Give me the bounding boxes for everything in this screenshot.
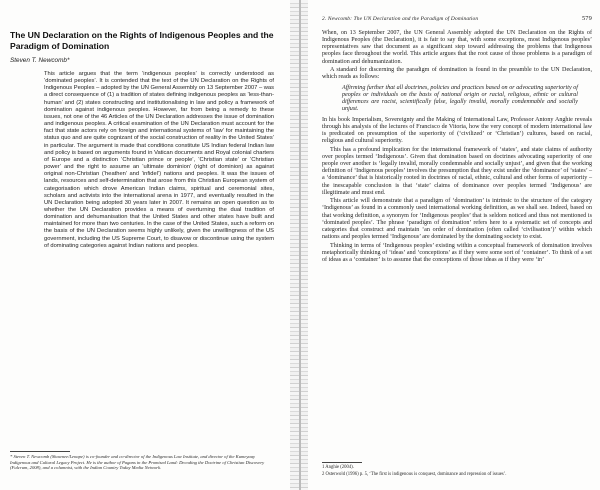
footnote: 2 Osterwold (1996) p. 5, ‘The first is indigenous is conquest, dominance and repression of issues’.	[322, 472, 507, 477]
footnote: 1 Anghie (2004).	[322, 465, 354, 470]
article-abstract: This article argues that the term ‘indigenous peoples’ is correctly understood as ‘dominated peoples’. It is contended that the text of the UN Declaration on the Rights of Indigenous Peoples – adopted by the UN General Assembly on 13 September 2007 – was a direct consequence of (1) a tradition of states defining indigenous peoples as ‘less-than-human’ and (2) states constructing and institutionalising in law and policy a framework of domination against indigenous peoples. However, far from being a remedy to these issues, not one of the 46 Articles of the UN Declaration addresses the issue of domination and indigenous peoples. A critical examination of the UN Declaration must account for the fact that state actors rely on foreign and international systems of ‘law’ for maintaining the status quo and are quite cognizant of the social construction of reality in the United States’ in particular. The argument is made that conditions constitute US Indian federal Indian law and policy is based on arguments found in Vatican documents and Royal colonial charters of Europe and a distinction ‘Christian prince or people’, ‘Christian state’ or ‘Christian power’ and the right to assume an ‘ultimate dominion’ (right of dominion) as against original non-Christian (‘heathen’ and ‘infidel’) nations and peoples. It was the issues of lands, resources and self-determination that arose from this Christian European system of categorisation which drove American Indian claims, spiritual and ceremonial sites, scholars and activists into the international arena in 1977, and eventually resulted in the UN Declaration being adopted 30 years later in 2007. It remains an open question as to whether the UN Declaration provides a means of overturning the dual tradition of domination and dehumanisation that the United States and other states have built and maintained for more than two centuries. In the case of the United States, such a reform on the basis of the UN Declaration seems highly unlikely, given the unwillingness of the US government, including the US Supreme Court, to disavow or discontinue using the system of dominating categories against Indian nations and peoples.	[44, 71, 274, 249]
paragraph: Thinking in terms of ‘Indigenous peoples’ existing within a conceptual framework of domination involves metaphorically thinking of ‘ideas’ and ‘conceptions’ as if they were some sort of ‘container’. To think of a set of ideas as a ‘container’ is to assume that the conceptions of those ideas as if they were ‘in’	[322, 242, 592, 264]
running-head-text: 2. Newcomb: The UN Declaration and the Paradigm of Domination	[322, 16, 479, 22]
article-author: Steven T. Newcomb*	[10, 57, 70, 64]
page-number: 579	[581, 15, 592, 22]
article-title: The UN Declaration on the Rights of Indigenous Peoples and the Paradigm of Domination	[10, 30, 274, 51]
paragraph: This article will demonstrate that a paradigm of ‘domination’ is intrinsic to the structure of the category ‘Indigenous’ as found in a commonly used international working definition, as we shall see. Indeed, based on that working definition, a synonym for ‘Indigenous peoples’ that is seldom noticed and thus not mentioned is ‘dominated peoples’. The phrase ‘paradigm of domination’ refers here to a systematic set of concepts and categories that construct and maintain ‘an order of domination (often called ‘civilisation’)’ within which nations and peoples termed ‘Indigenous’ are dominated by the dominating society to exist.	[322, 198, 592, 241]
footnote-rule	[322, 462, 362, 463]
paragraph: A standard for discerning the paradigm of domination is found in the preamble to the UN Declaration, which reads as follows:	[322, 67, 592, 81]
paragraph: In his book Imperialism, Sovereignty and the Making of International Law, Professor Antony Anghie reveals through his analysis of the lectures of Francisco de Vitoria, how the very concept of modern international law is predicated on presumption of the superiority of (‘civilized’ or ‘Christian’) cultures, based on racial, religious and cultural superiority.	[322, 116, 592, 145]
footnote-rule	[10, 451, 70, 452]
block-quote: Affirming further that all doctrines, policies and practices based on or advocating superiority of peoples or individuals on the basis of national origin or racial, religious, ethnic or cultural differences are racist, scientifically false, legally invalid, morally condemnable and socially unjust.	[342, 84, 578, 112]
body-text	[322, 30, 592, 266]
left-page	[0, 0, 292, 490]
author-footnote: * Steven T. Newcomb (Shawnee/Lenape) is co-founder and co-director of the Indigenous Law Institute, and director of the Kumeyaay Indigenous and Cultural Legacy Project. He is the author of Pagans in the Promised Land: Decoding the Doctrine of Christian Discovery (Fulcrum, 2008), and a columnist, with the Indian Country Today Media Network.	[10, 454, 265, 471]
running-head	[322, 15, 592, 25]
book-spine-gutter	[290, 0, 310, 490]
right-page	[308, 0, 600, 490]
paragraph: When, on 13 September 2007, the UN General Assembly adopted the UN Declaration on the Rights of Indigenous Peoples (the Declaration), it is fair to say that, with some exceptions, most Indigenous peoples’ representatives saw that document as a significant step toward addressing the problems that Indigenous peoples face throughout the world. This article argues that the root cause of those problems is a paradigm of domination and dehumanization.	[322, 30, 592, 65]
paragraph: This has a profound implication for the international framework of ‘states’, and state claims of authority over peoples termed ‘Indigenous’. Given that domination based on doctrines advocating superiority of one people over another is ‘legally invalid, morally condemnable and socially unjust’, and given that the working definition of ‘Indigenous peoples’ involves the presumption that they exist under the ‘dominance’ of ‘states’ – a ‘dominance’ that is historically rooted in doctrines of racial, ethnic, cultural and other forms of superiority – the inescapable conclusion is that ‘state’ claims of dominance over peoples termed ‘Indigenous’ are illegitimate and must end.	[322, 146, 592, 196]
